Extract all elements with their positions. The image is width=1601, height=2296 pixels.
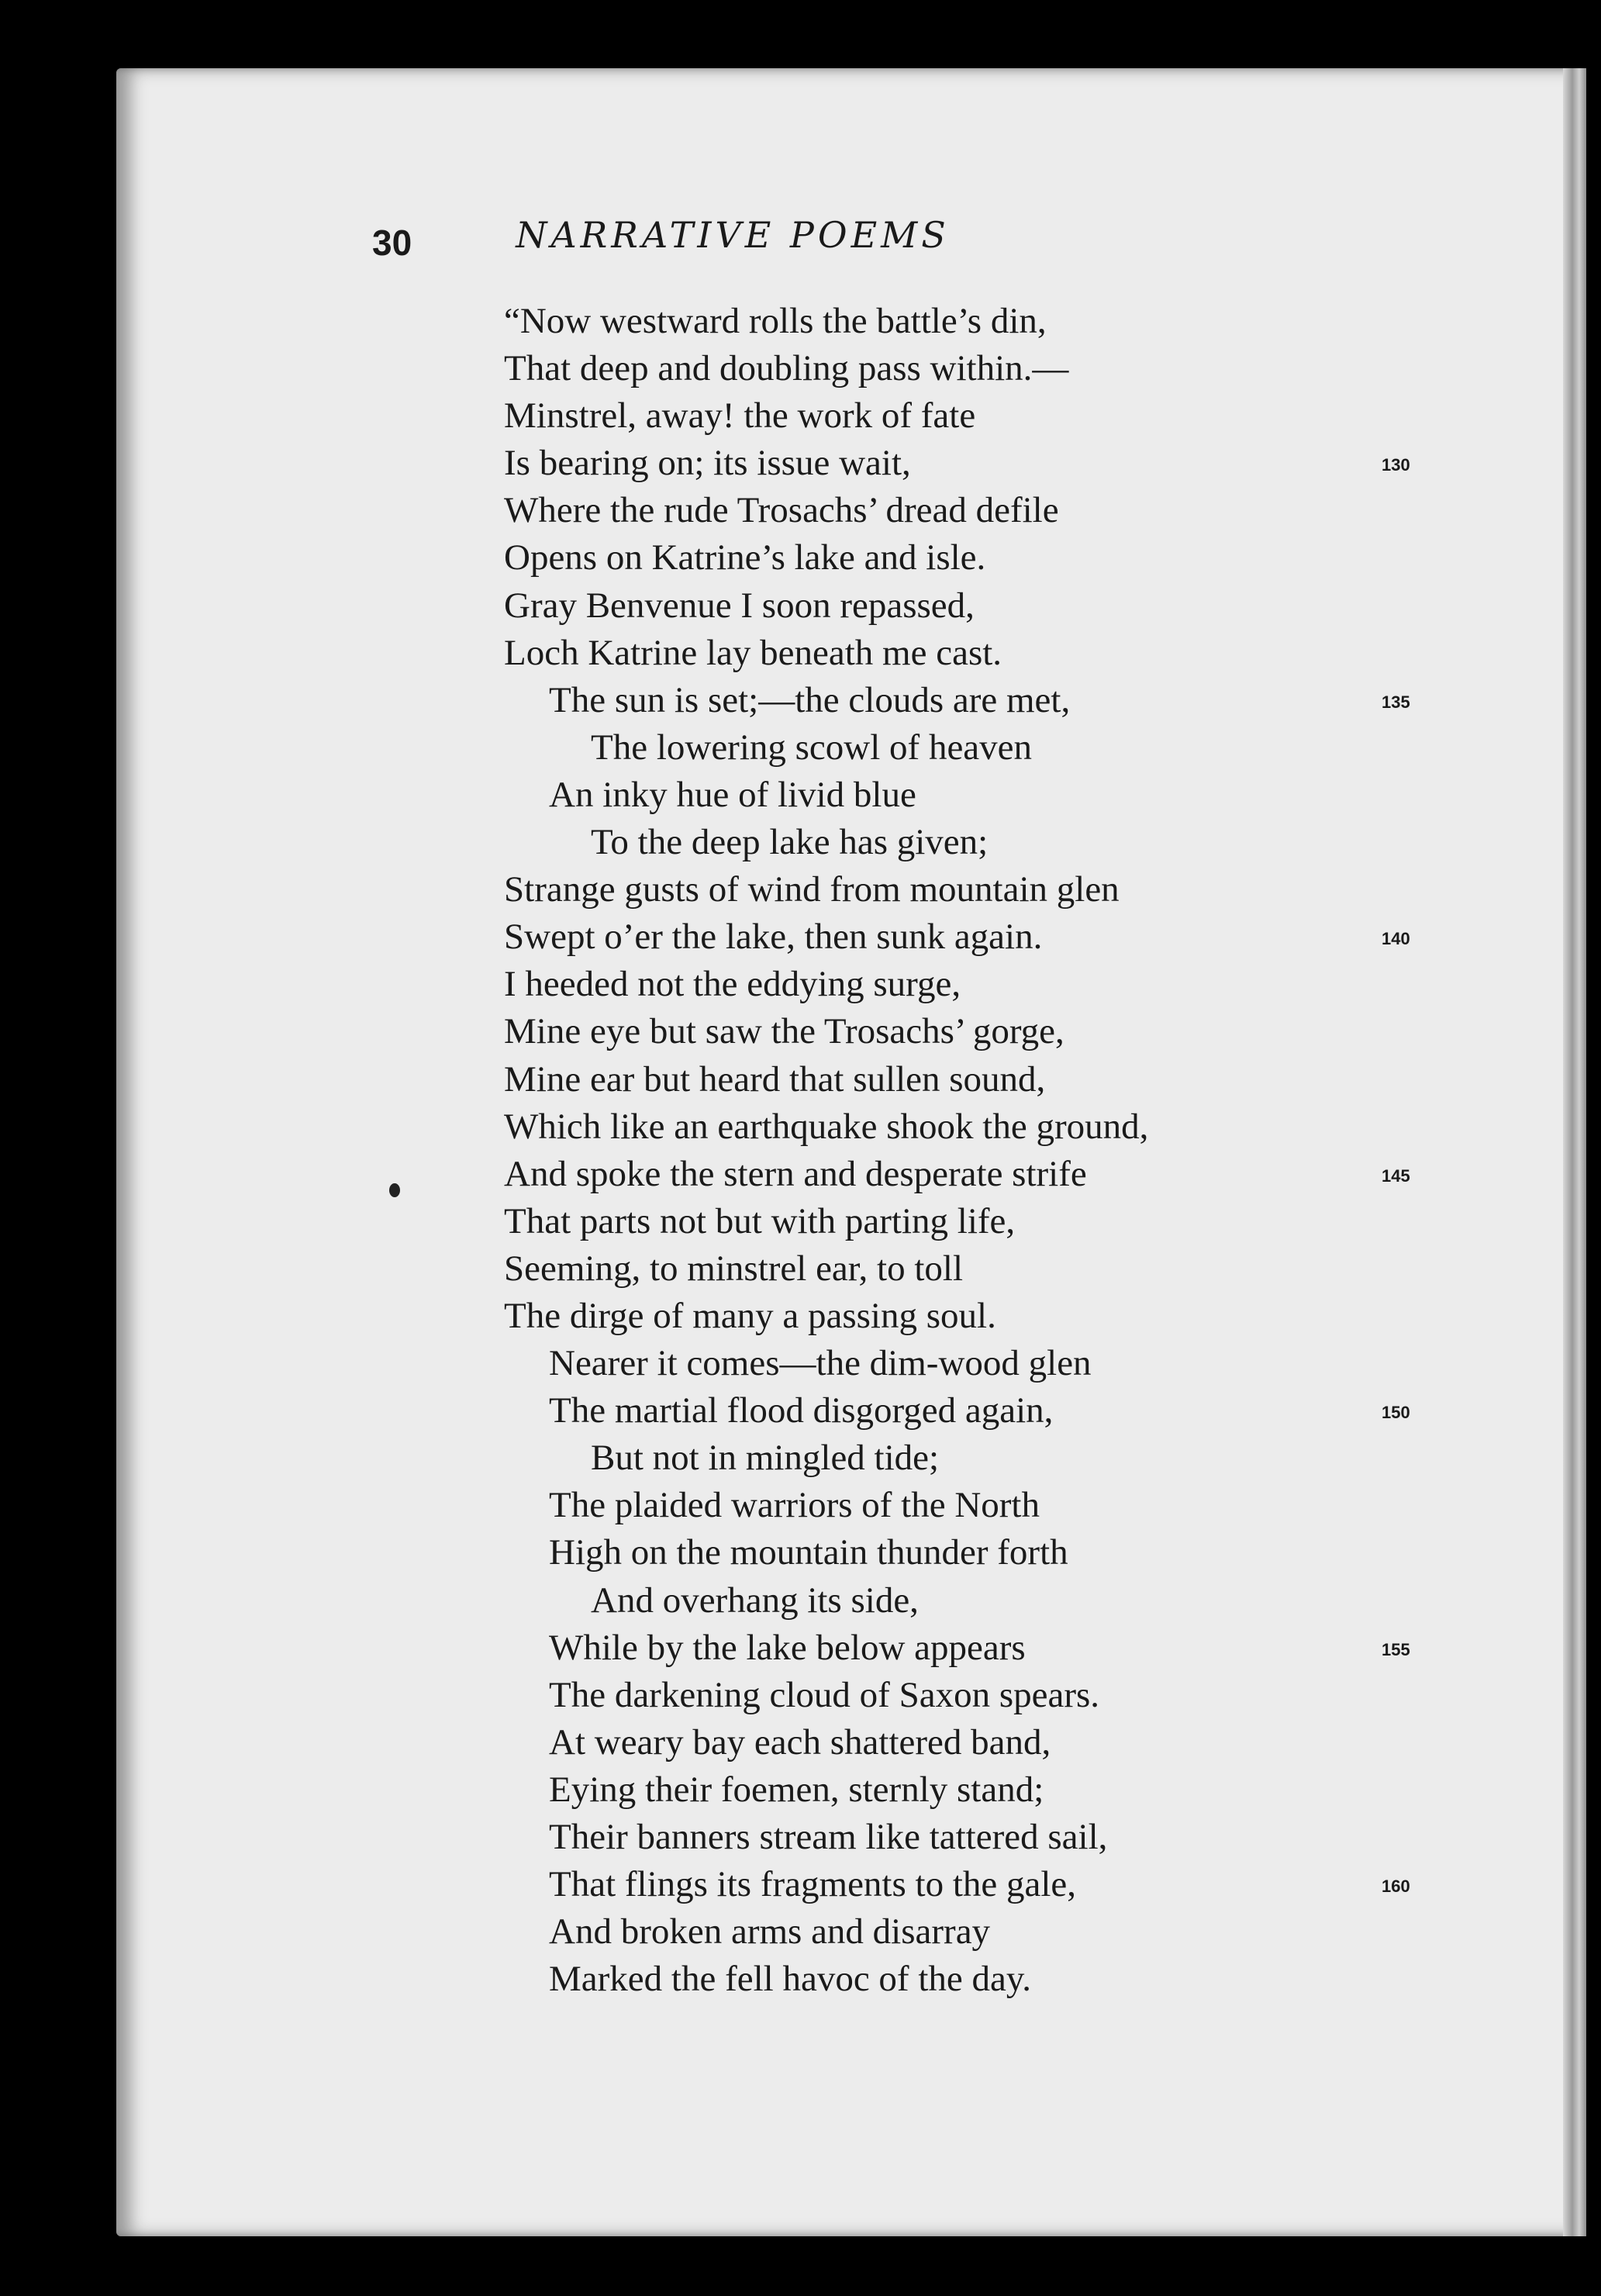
ink-speck [389, 1183, 400, 1197]
poem-line: To the deep lake has given; [591, 822, 989, 863]
poem-line: Minstrel, away! the work of fate [504, 395, 976, 437]
poem-line: Marked the fell havoc of the day. [549, 1959, 1032, 2000]
book-page [116, 68, 1586, 2236]
poem-line: At weary bay each shattered band, [549, 1721, 1051, 1763]
poem-line: And spoke the stern and desperate strife [504, 1153, 1087, 1194]
poem-line: That flings its fragments to the gale, [549, 1864, 1077, 1905]
poem-line: Where the rude Trosachs’ dread defile [504, 490, 1059, 531]
poem-line: Seeming, to minstrel ear, to toll [504, 1248, 964, 1289]
page-number: 30 [372, 223, 412, 263]
poem-line: Strange gusts of wind from mountain glen [504, 869, 1120, 910]
poem-line: High on the mountain thunder forth [549, 1532, 1068, 1573]
poem-line: “Now westward rolls the battle’s din, [504, 301, 1047, 341]
poem-line: Is bearing on; its issue wait, [504, 443, 911, 484]
poem-line: And broken arms and disarray [549, 1911, 991, 1952]
poem-line: While by the lake below appears [549, 1627, 1026, 1668]
poem-line: Eying their foemen, sternly stand; [549, 1769, 1044, 1810]
poem-line: The dirge of many a passing soul. [504, 1295, 996, 1336]
line-number: 140 [1382, 929, 1410, 949]
line-number: 150 [1382, 1403, 1410, 1423]
running-head: NARRATIVE POEMS [516, 214, 950, 256]
poem-line: Gray Benvenue I soon repassed, [504, 585, 975, 626]
poem-line: Their banners stream like tattered sail, [549, 1817, 1108, 1857]
poem-line: And overhang its side, [591, 1580, 919, 1621]
poem-line: Mine ear but heard that sullen sound, [504, 1058, 1046, 1100]
poem-text [504, 298, 1148, 2003]
line-number: 135 [1382, 692, 1410, 712]
poem-line: Swept o’er the lake, then sunk again. [504, 917, 1043, 958]
poem-line: Opens on Katrine’s lake and isle. [504, 537, 986, 578]
line-number: 130 [1382, 455, 1410, 475]
page-edge [1563, 68, 1586, 2236]
poem-line: Mine eye but saw the Trosachs’ gorge, [504, 1011, 1064, 1052]
poem-line: An inky hue of livid blue [549, 774, 916, 815]
poem-line: The plaided warriors of the North [549, 1485, 1040, 1526]
poem-line: That parts not but with parting life, [504, 1200, 1016, 1241]
line-number: 145 [1382, 1165, 1410, 1186]
poem-line: Loch Katrine lay beneath me cast. [504, 632, 1002, 673]
poem-line: But not in mingled tide; [591, 1438, 940, 1479]
poem-line: The darkening cloud of Saxon spears. [549, 1674, 1100, 1715]
poem-line: The sun is set;—the clouds are met, [549, 679, 1071, 720]
poem-line: Which like an earthquake shook the ground, [504, 1106, 1149, 1147]
line-number: 155 [1382, 1639, 1410, 1659]
poem-line: I heeded not the eddying surge, [504, 964, 961, 1005]
line-number: 160 [1382, 1877, 1410, 1897]
poem-line: Nearer it comes—the dim-wood glen [549, 1343, 1092, 1384]
poem-line: That deep and doubling pass within.— [504, 348, 1069, 389]
poem-line: The lowering scowl of heaven [591, 727, 1033, 768]
poem-line: The martial flood disgorged again, [549, 1390, 1054, 1431]
